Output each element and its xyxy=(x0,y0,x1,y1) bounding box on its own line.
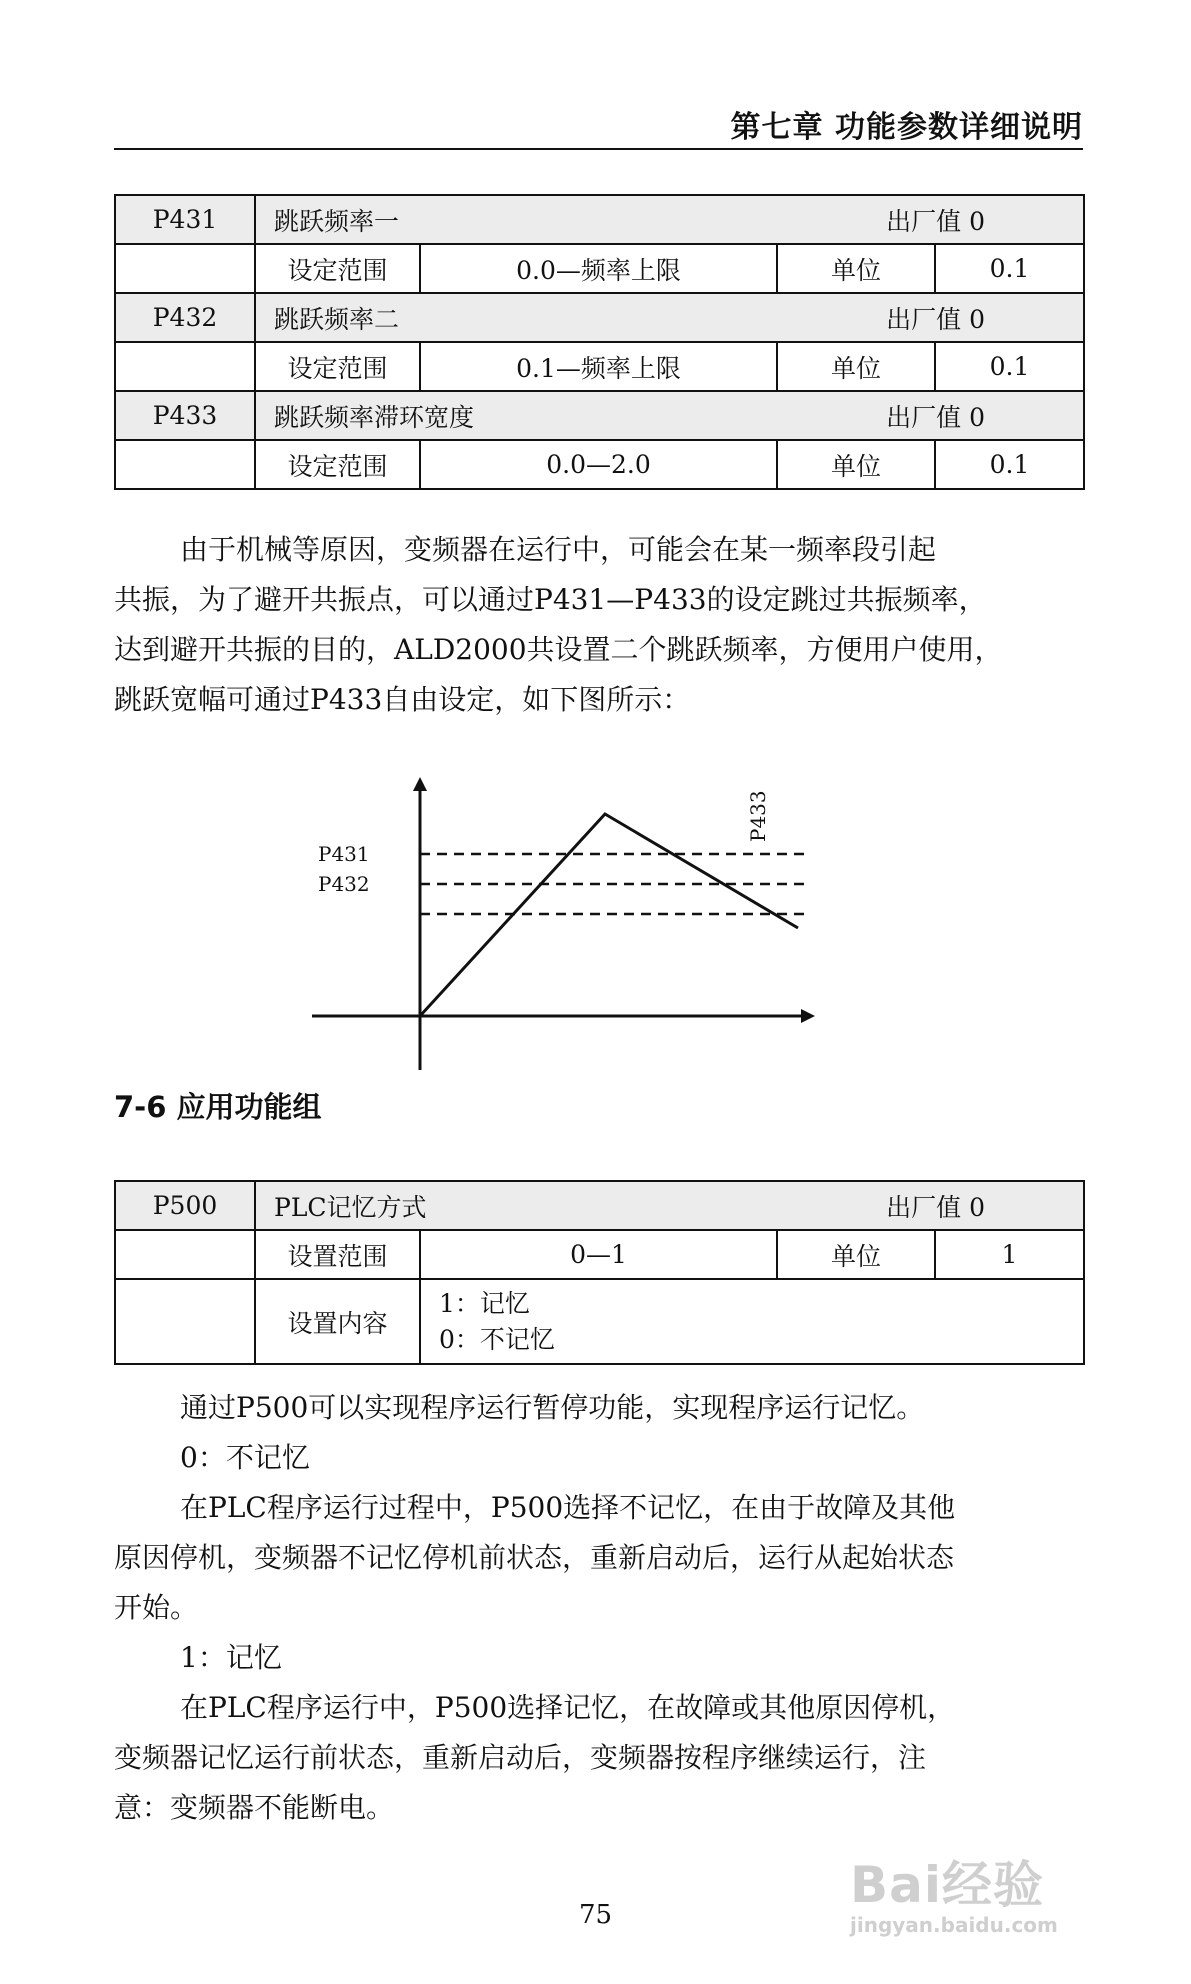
param-code: P500 xyxy=(115,1181,255,1230)
table-row xyxy=(115,1279,1084,1364)
param-code: P432 xyxy=(115,293,255,342)
paragraph-line: 共振，为了避开共振点，可以通过P431—P433的设定跳过共振频率， xyxy=(114,583,987,616)
empty-cell xyxy=(115,342,255,391)
unit-label: 单位 xyxy=(777,342,935,391)
paragraph-line: 变频器记忆运行前状态，重新启动后，变频器按程序继续运行，注 xyxy=(114,1741,927,1774)
unit-label: 单位 xyxy=(777,244,935,293)
range-label: 设定范围 xyxy=(255,342,420,391)
range-value: 0.1—频率上限 xyxy=(420,342,777,391)
baidu-watermark xyxy=(850,1845,1058,1937)
paragraph-line: 通过P500可以实现程序运行暂停功能，实现程序运行记忆。 xyxy=(180,1391,925,1424)
table-row xyxy=(115,244,1084,293)
param-name-text: 跳跃频率滞环宽度 xyxy=(274,402,475,432)
paragraph-line: 达到避开共振的目的，ALD2000共设置二个跳跃频率，方便用户使用， xyxy=(114,633,1003,666)
unit-value: 0.1 xyxy=(935,342,1084,391)
range-value: 0.0—2.0 xyxy=(420,440,777,489)
paragraph-line: 1：记忆 xyxy=(180,1641,282,1674)
factory-default: 出厂值 0 xyxy=(886,1192,985,1222)
param-name xyxy=(255,293,1084,342)
unit-label: 单位 xyxy=(777,440,935,489)
unit-value: 0.1 xyxy=(935,440,1084,489)
table-row xyxy=(115,1181,1084,1230)
paragraph-line: 意：变频器不能断电。 xyxy=(114,1791,395,1824)
range-value: 0—1 xyxy=(420,1230,777,1279)
factory-default: 出厂值 0 xyxy=(886,304,986,334)
p432-label: P432 xyxy=(318,872,370,896)
param-name xyxy=(255,1181,1084,1230)
empty-cell xyxy=(115,440,255,489)
table-row xyxy=(115,195,1084,244)
section-title: 7-6 应用功能组 xyxy=(114,1090,322,1124)
body-text xyxy=(114,1383,1086,1833)
content-label: 设置内容 xyxy=(255,1279,420,1364)
factory-default: 出厂值 0 xyxy=(886,206,986,236)
page-number: 75 xyxy=(578,1900,613,1930)
empty-cell xyxy=(115,1279,255,1364)
watermark-url: jingyan.baidu.com xyxy=(850,1913,1058,1937)
paragraph-line: 跳跃宽幅可通过P433自由设定，如下图所示： xyxy=(114,683,691,716)
paragraph-line: 原因停机，变频器不记忆停机前状态，重新启动后，运行从起始状态 xyxy=(114,1541,955,1574)
unit-value: 1 xyxy=(935,1230,1084,1279)
empty-cell xyxy=(115,1230,255,1279)
table-row xyxy=(115,293,1084,342)
paragraph-line: 开始。 xyxy=(114,1591,199,1624)
empty-cell xyxy=(115,244,255,293)
intro-paragraph xyxy=(114,525,1086,725)
range-label: 设定范围 xyxy=(255,244,420,293)
param-table-plc-memory xyxy=(114,1180,1085,1365)
table-row xyxy=(115,1230,1084,1279)
paragraph-line: 在PLC程序运行过程中，P500选择不记忆，在由于故障及其他 xyxy=(180,1491,956,1524)
p431-label: P431 xyxy=(318,842,370,866)
content-line: 1：记忆 xyxy=(439,1288,530,1318)
paragraph-line: 由于机械等原因，变频器在运行中，可能会在某一频率段引起 xyxy=(180,533,937,566)
range-label: 设定范围 xyxy=(255,440,420,489)
param-name-text: 跳跃频率一 xyxy=(274,206,400,236)
factory-default: 出厂值 0 xyxy=(886,402,986,432)
jump-frequency-diagram xyxy=(300,760,820,1080)
paragraph-line: 0：不记忆 xyxy=(180,1441,310,1474)
header-rule xyxy=(114,148,1083,150)
unit-value: 0.1 xyxy=(935,244,1084,293)
param-name-text: PLC记忆方式 xyxy=(274,1192,427,1222)
param-code: P433 xyxy=(115,391,255,440)
param-name xyxy=(255,195,1084,244)
param-table-jump-frequency xyxy=(114,194,1085,490)
range-value: 0.0—频率上限 xyxy=(420,244,777,293)
content-value xyxy=(420,1279,1084,1364)
watermark-brand: Bai经验 xyxy=(850,1856,1044,1914)
p433-label: P433 xyxy=(746,790,770,842)
unit-label: 单位 xyxy=(777,1230,935,1279)
content-line: 0：不记忆 xyxy=(439,1324,555,1354)
paragraph-line: 在PLC程序运行中，P500选择记忆，在故障或其他原因停机， xyxy=(180,1691,956,1724)
param-name xyxy=(255,391,1084,440)
table-row xyxy=(115,342,1084,391)
table-row xyxy=(115,391,1084,440)
chapter-title: 第七章 功能参数详细说明 xyxy=(730,110,1083,145)
table-row xyxy=(115,440,1084,489)
param-code: P431 xyxy=(115,195,255,244)
param-name-text: 跳跃频率二 xyxy=(274,304,400,334)
range-label: 设置范围 xyxy=(255,1230,420,1279)
